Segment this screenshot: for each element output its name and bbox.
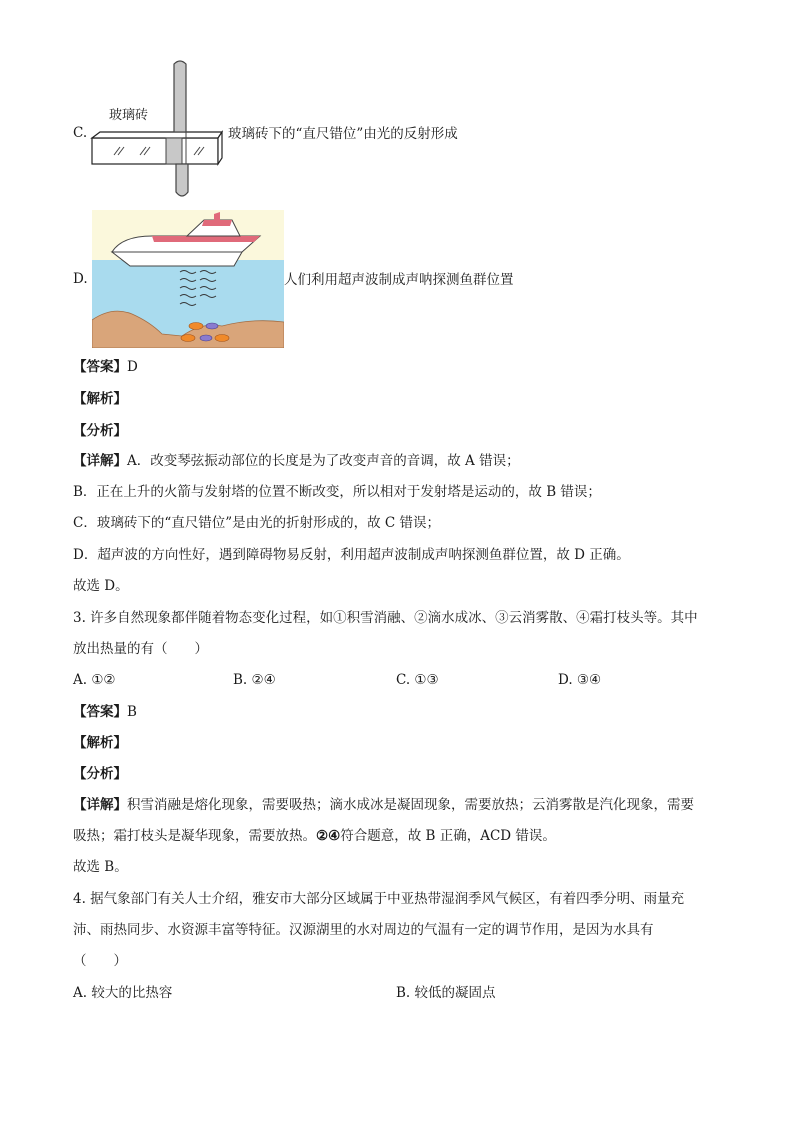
answer-value: B xyxy=(127,704,137,720)
q2-detail-d: D．超声波的方向性好，遇到障碍物易反射，利用超声波制成声呐探测鱼群位置，故 D 正确。 xyxy=(73,547,630,563)
q4-stem-line2: 沛、雨热同步、水资源丰富等特征。汉源湖里的水对周边的气温有一定的调节作用，是因为水具有 xyxy=(73,922,654,938)
q4-stem-line3: （ ） xyxy=(73,953,127,969)
q4-option-b: B. 较低的凝固点 xyxy=(396,985,496,1001)
q3-option-a: A. ①② xyxy=(73,672,116,688)
q2-detail-a: 【详解】A．改变琴弦振动部位的长度是为了改变声音的音调，故 A 错误； xyxy=(73,453,520,469)
option-c-letter: C. xyxy=(73,125,88,141)
glass-brick-ruler-figure xyxy=(88,60,230,200)
q3-stem-line2: 放出热量的有（ ） xyxy=(73,641,208,657)
q2-detail-c: C．玻璃砖下的“直尺错位”是由光的折射形成的，故 C 错误； xyxy=(73,515,441,531)
q3-option-c: C. ①③ xyxy=(396,672,439,688)
option-c-text: 玻璃砖下的“直尺错位”由光的反射形成 xyxy=(228,126,458,142)
detail-tag: 【详解】 xyxy=(73,453,127,469)
q3-stem-line1: 3. 许多自然现象都伴随着物态变化过程，如①积雪消融、②滴水成冰、③云消雾散、④霜打枝头等。其中 xyxy=(73,610,698,626)
q2-detail-b: B．正在上升的火箭与发射塔的位置不断改变，所以相对于发射塔是运动的，故 B 错误； xyxy=(73,484,601,500)
q3-conclusion: 故选 B。 xyxy=(73,859,128,875)
q3-detail-line1: 【详解】积雪消融是熔化现象，需要吸热；滴水成冰是凝固现象，需要放热；云消雾散是汽化现象，需要 xyxy=(73,797,694,813)
q4-option-a: A. 较大的比热容 xyxy=(73,985,173,1001)
glass-brick-label: 玻璃砖 xyxy=(109,108,149,123)
q4-stem-line1: 4. 据气象部门有关人士介绍，雅安市大部分区域属于中亚热带湿润季风气候区，有着四季分明、雨量充 xyxy=(73,891,685,907)
answer-tag: 【答案】 xyxy=(73,359,127,375)
q3-detail-line2: 吸热；霜打枝头是凝华现象，需要放热。②④符合题意，故 B 正确，ACD 错误。 xyxy=(73,828,556,844)
q2-answer-line xyxy=(73,357,138,377)
q3-option-b: B. ②④ xyxy=(233,672,276,688)
q2-conclusion: 故选 D。 xyxy=(73,578,129,594)
q3-answer-line: 【答案】B xyxy=(73,704,137,720)
q3-fenxi-tag: 【分析】 xyxy=(73,766,127,782)
option-d-letter: D. xyxy=(73,271,88,287)
answer-value: D xyxy=(127,359,138,375)
q2-analysis-tag: 【解析】 xyxy=(73,391,127,407)
q3-analysis-tag: 【解析】 xyxy=(73,735,127,751)
q2-fenxi-tag: 【分析】 xyxy=(73,423,127,439)
q3-option-d: D. ③④ xyxy=(558,672,602,688)
option-d-text: 人们利用超声波制成声呐探测鱼群位置 xyxy=(284,272,514,288)
sonar-boat-fish-figure xyxy=(92,210,284,348)
